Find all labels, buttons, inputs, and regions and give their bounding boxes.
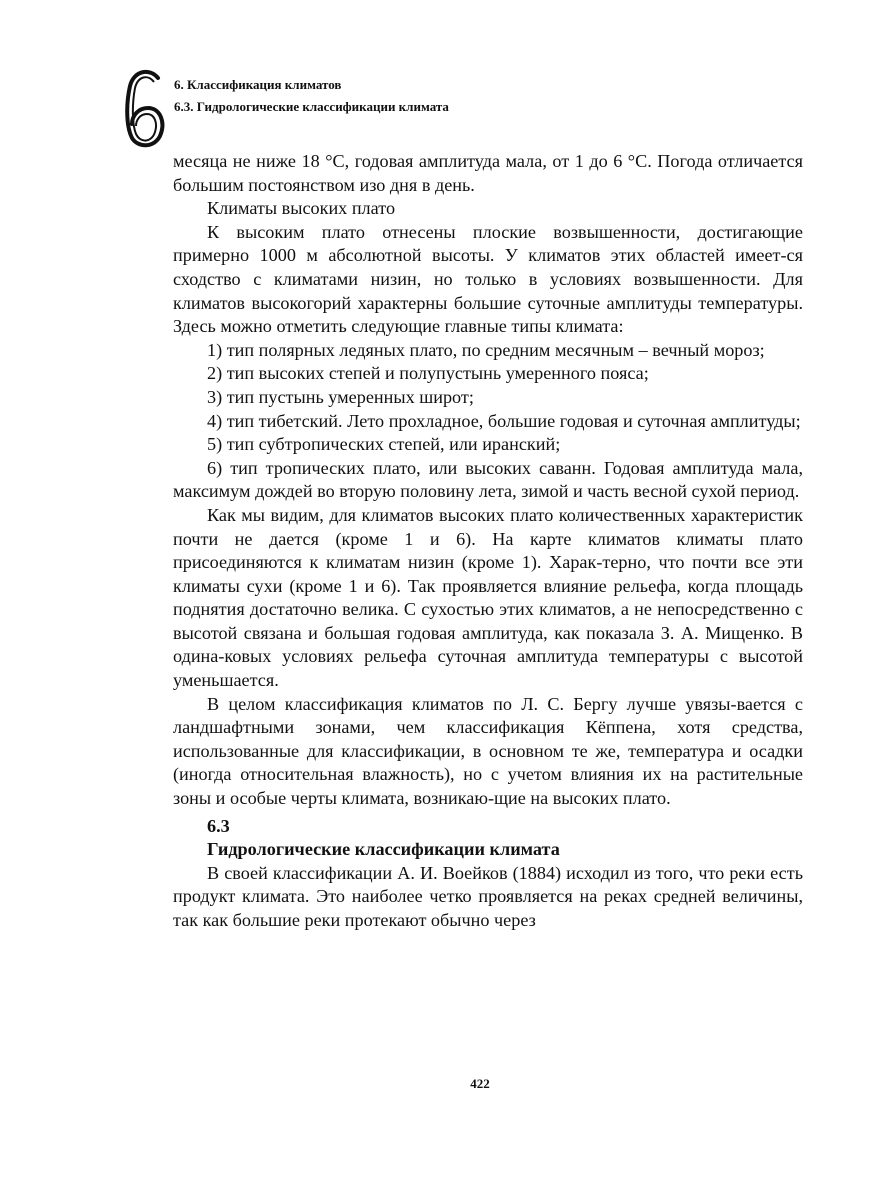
paragraph: К высоким плато отнесены плоские возвышенности, достигающие примерно 1000 м абсолютной высоты. У климатов этих областей имеет-ся сходство с климатами низин, но только в условиях возвышенности. Для климатов высокогорий характерны большие суточные амплитуды температуры. Здесь можно отметить следующие главные типы климата: — [173, 221, 803, 337]
list-item: 2) тип высоких степей и полупустынь умеренного пояса; — [207, 363, 649, 384]
list-item: 4) тип тибетский. Лето прохладное, большие годовая и суточная амплитуды; — [207, 410, 801, 431]
paragraph: месяца не ниже 18 °С, годовая амплитуда мала, от 1 до 6 °С. Погода отличается большим постоянством изо дня в день. — [173, 151, 803, 195]
paragraph: В целом классификация климатов по Л. С. Бергу лучше увязы-вается с ландшафтными зонами, чем классификация Кёппена, хотя средства, использованные для классификации, в основном те же, температура и осадки (иногда относительная влажность), но с учетом влияния их на растительные зоны и особые черты климата, возникаю-щие на высоких плато. — [173, 693, 803, 809]
list-item: 3) тип пустынь умеренных широт; — [207, 386, 474, 407]
header-section-title: 6.3. Гидрологические классификации климата — [174, 99, 449, 114]
list-item: 5) тип субтропических степей, или иранский; — [207, 434, 561, 455]
running-header — [174, 74, 449, 118]
subheading-high-plateau: Климаты высоких плато — [207, 198, 396, 219]
paragraph: Как мы видим, для климатов высоких плато количественных характеристик почти не дается (кроме 1 и 6). На карте климатов климаты плато присоединяются к климатам низин (кроме 1). Харак-терно, что почти все эти климаты сухи (кроме 1 и 6). Так проявляется влияние рельефа, когда площадь поднятия достаточно велика. С сухостью этих климатов, а не непосредственно с высотой связана и большая годовая амплитуда, как показала З. А. Мищенко. В одина-ковых условиях рельефа суточная амплитуда температуры с высотой уменьшается. — [173, 504, 803, 691]
page-number: 422 — [470, 1076, 490, 1091]
main-text — [173, 150, 803, 933]
section-title: Гидрологические классификации климата — [207, 839, 560, 860]
list-item: 6) тип тропических плато, или высоких саванн. Годовая амплитуда мала, максимум дождей во вторую половину лета, зимой и часть весной сухой период. — [173, 457, 803, 502]
list-item: 1) тип полярных ледяных плато, по средним месячным – вечный мороз; — [207, 339, 765, 360]
chapter-number-badge — [122, 64, 170, 150]
header-chapter-title: 6. Классификация климатов — [174, 77, 342, 92]
paragraph: В своей классификации А. И. Воейков (1884) исходил из того, что реки есть продукт климата. Это наиболее четко проявляется на реках средней величины, так как большие реки протекают обычно через — [173, 862, 803, 930]
section-number: 6.3 — [207, 815, 230, 836]
